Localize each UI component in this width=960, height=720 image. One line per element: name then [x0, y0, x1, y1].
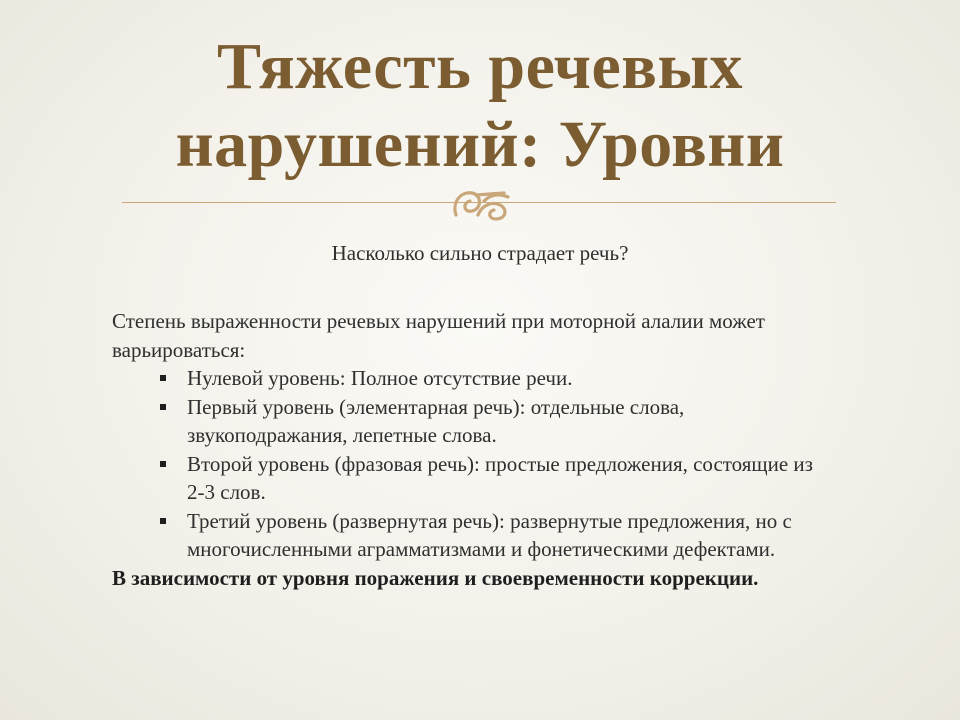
- title-line-2: нарушений: Уровни: [175, 108, 785, 181]
- level-text: Нулевой уровень: Полное отсутствие речи.: [187, 366, 573, 390]
- conclusion-text: В зависимости от уровня поражения и своевременности коррекции.: [112, 565, 759, 590]
- list-item: [160, 450, 832, 507]
- slide-body: [112, 307, 832, 592]
- levels-list: [112, 364, 832, 564]
- level-text: Третий уровень (развернутая речь): развернутые предложения, но с многочисленными аграмматизмами и фонетическими дефектами.: [187, 508, 792, 561]
- level-text: Второй уровень (фразовая речь): простые предложения, состоящие из 2-3 слов.: [187, 451, 813, 504]
- list-item: [160, 507, 832, 564]
- slide-title: [0, 28, 960, 184]
- square-bullet-icon: [160, 404, 166, 410]
- level-text: Первый уровень (элементарная речь): отдельные слова, звукоподражания, лепетные слова.: [187, 394, 685, 447]
- square-bullet-icon: [160, 461, 166, 467]
- title-line-1: Тяжесть речевых: [217, 30, 743, 103]
- slide-question: Насколько сильно страдает речь?: [331, 241, 629, 265]
- square-bullet-icon: [160, 375, 166, 381]
- list-item: [160, 393, 832, 450]
- fleuron-icon: [448, 185, 518, 225]
- square-bullet-icon: [160, 518, 166, 524]
- list-item: [160, 364, 832, 393]
- intro-text: Степень выраженности речевых нарушений при моторной алалии может варьироваться:: [112, 309, 765, 362]
